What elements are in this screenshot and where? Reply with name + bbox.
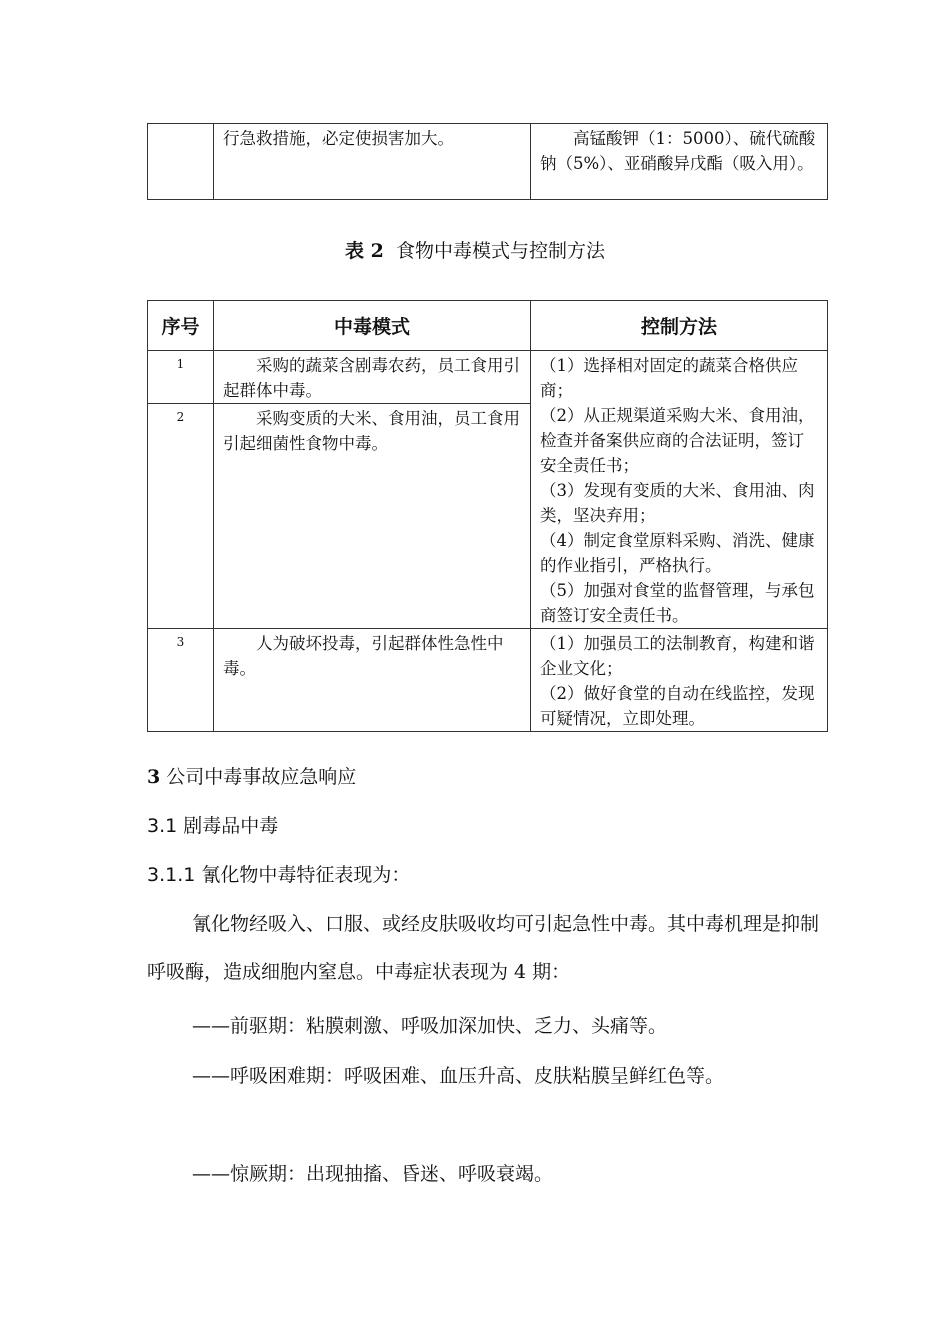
paragraph-mechanism: 氰化物经吸入、口服、或经皮肤吸收均可引起急性中毒。其中毒机理是抑制呼吸酶，造成细胞内窒息。中毒症状表现为 4 期： [147,913,820,983]
table-cell-antidote: 高锰酸钾（1：5000）、硫代硫酸钠（5%）、亚硝酸异戊酯（吸入用）。 [531,124,828,200]
table-row [148,629,828,732]
row-index: 1 [148,351,214,404]
section-number: 3.1 [147,815,178,837]
table-row [148,124,828,200]
table-2-food-poisoning [147,300,828,732]
section-heading-3-1 [147,811,278,841]
section-title: 公司中毒事故应急响应 [166,766,357,788]
section-heading-3 [147,762,356,792]
section-heading-3-1-1 [147,860,410,890]
control-item: （5）加强对食堂的监督管理，与承包商签订安全责任书。 [540,581,815,625]
row-mode: 采购的蔬菜含剧毒农药，员工食用引起群体中毒。 [214,351,531,404]
header-control: 控制方法 [531,301,828,351]
table-caption [0,236,950,266]
paragraph-stage-1: ——前驱期：粘膜刺激、呼吸加深加快、乏力、头痛等。 [192,1015,668,1037]
row-control [531,629,828,732]
table-row [148,351,828,404]
section-number: 3 [147,766,161,788]
table-1-continued [147,123,828,200]
row-mode: 采购变质的大米、食用油，员工食用引起细菌性食物中毒。 [214,404,531,629]
control-item: （2）做好食堂的自动在线监控，发现可疑情况，立即处理。 [540,684,815,728]
control-item: （4）制定食堂原料采购、消洗、健康的作业指引，严格执行。 [540,531,815,575]
header-index: 序号 [148,301,214,351]
table-cell-description: 行急救措施，必定使损害加大。 [214,124,531,200]
section-title: 氰化物中毒特征表现为： [201,864,411,886]
row-control [531,351,828,629]
section-title: 剧毒品中毒 [183,815,279,837]
row-mode: 人为破坏投毒，引起群体性急性中毒。 [214,629,531,732]
paragraph-stage-2: ——呼吸困难期：呼吸困难、血压升高、皮肤粘膜呈鲜红色等。 [192,1065,725,1087]
header-mode: 中毒模式 [214,301,531,351]
control-item: （2）从正规渠道采购大米、食用油，检查并备案供应商的合法证明，签订安全责任书； [540,406,815,475]
table-caption-title: 食物中毒模式与控制方法 [395,240,605,262]
table-cell-index [148,124,214,200]
row-index: 3 [148,629,214,732]
control-item: （3）发现有变质的大米、食用油、肉类，坚决弃用； [540,481,815,525]
table-header-row [148,301,828,351]
table-caption-label: 表 2 [345,240,384,262]
section-number: 3.1.1 [147,864,196,886]
control-item: （1）加强员工的法制教育，构建和谐企业文化； [540,634,815,678]
control-item: （1）选择相对固定的蔬菜合格供应商； [540,356,798,400]
paragraph-stage-3: ——惊厥期：出现抽搐、昏迷、呼吸衰竭。 [192,1163,554,1185]
row-index: 2 [148,404,214,629]
